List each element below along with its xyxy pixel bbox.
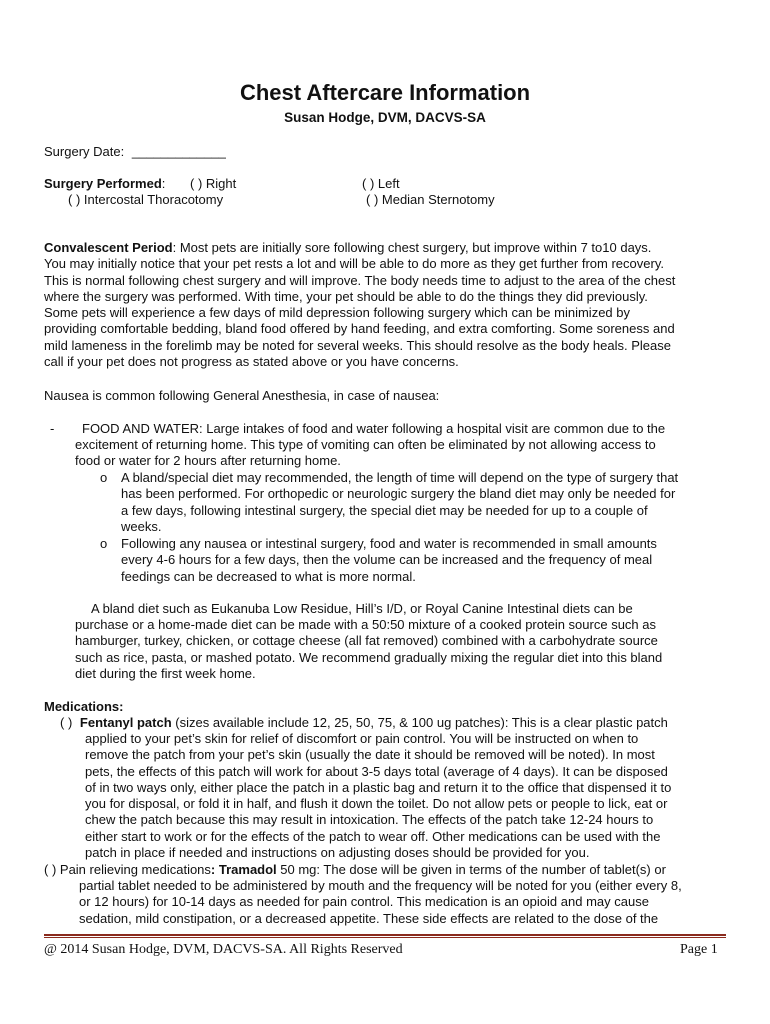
sub-bullet-line: weeks. [121,518,162,534]
nausea-intro: Nausea is common following General Anesthesia, in case of nausea: [44,388,440,403]
author-line: Susan Hodge, DVM, DACVS-SA [284,110,486,125]
bland-diet-first-line [91,601,633,617]
sub-bullet-line: feedings can be decreased to what is more normal. [121,568,416,584]
tramadol-line: partial tablet needed to be administered by mouth and the frequency will be noted for you (either every 8, [79,878,682,893]
convalescent-line: This is normal following chest surgery and will improve. The body needs time to adjust to the area of the chest [44,272,676,288]
convalescent-line: mild lameness in the forelimb may be noted for several weeks. This should resolve as the body heals. Please [44,337,671,353]
fentanyl-paragraph [85,731,671,861]
bland-diet-line: purchase or a home-made diet can be made with a 50:50 mixture of a cooked protein source such as [75,617,656,632]
surgery-performed-label: Surgery Performed [44,176,162,191]
convalescent-paragraph [44,240,675,370]
medications-heading: Medications: [44,699,124,714]
food-water-bullet [82,421,665,437]
surgery-date-blank: _____________ [131,144,226,159]
convalescent-line: Some pets will experience a few days of mild depression following surgery which can be minimized by [44,305,630,320]
bland-diet-line: such as rice, pasta, or mashed potato. We recommend gradually mixing the regular diet into this bland [75,649,663,665]
page-title: Chest Aftercare Information [239,80,531,105]
convalescent-line: You may initially notice that your pet rests a lot and will be able to do more as they get further from recovery. [44,256,664,272]
sub-bullet-line: A bland/special diet may recommended, the length of time will depend on the type of surgery that [121,470,679,485]
sub-bullet-line: Following any nausea or intestinal surgery, food and water is recommended in small amounts [121,536,657,551]
fentanyl-line: of in two ways only, either place the patch in a plastic bag and return it to the office that dispensed it to [85,779,672,795]
option-left: ( ) Left [362,176,400,191]
small-amounts-item [121,536,657,585]
sub-bullet-line: every 4-6 hours for a few days, then the volume can be increased and the frequency of meal [121,552,653,568]
fentanyl-line: remove the patch from your pet’s skin (usually the date it should be removed will be noted). In most [85,747,655,763]
fentanyl-line: chew the patch because this may result in intoxication. The effects of the patch take 12-24 hours to [85,812,654,828]
bland-diet-line: diet during the first week home. [75,665,256,681]
fentanyl-line: either start to work or for the effects of the patch to wear off. Other medications can be used with the [85,828,661,844]
tramadol-line: sedation, mild constipation, or a decreased appetite. These side effects are related to the dose of the [79,910,659,926]
surgery-date-label: Surgery Date: [44,144,125,159]
bland-diet-line: hamburger, turkey, chicken, or cottage cheese (all fat removed) combined with a carbohydrate source [75,633,658,649]
convalescent-label: Convalescent Period [44,240,173,255]
bland-diet-paragraph [75,617,662,682]
fentanyl-line: applied to your pet’s skin for relief of discomfort or pain control. You will be instructed on when to [85,731,639,746]
convalescent-line: providing comfortable bedding, bland food offered by hand feeding, and extra comforting. Some soreness and [44,321,675,337]
fentanyl-first-line: ( ) Fentanyl patch (sizes available include 12, 25, 50, 75, & 100 ug patches): This is a clear plastic patch [60,715,668,730]
bullet-line: food or water for 2 hours after returning home. [75,453,341,469]
option-intercostal-thoracotomy: ( ) Intercostal Thoracotomy [68,192,224,207]
footer-rule [44,934,726,936]
sub-bullet-marker: o [100,536,108,551]
convalescent-line: Convalescent Period: Most pets are initially sore following chest surgery, but improve within 7 to10 days. [44,240,652,255]
sub-bullet-line: has been performed. For orthopedic or neurologic surgery the bland diet may only be needed for [121,486,676,502]
tramadol-name: Tramadol [218,862,277,877]
pain-meds-checkbox: ( ) [44,862,57,877]
bullet-dash: - [50,421,55,436]
fentanyl-line: patch in place if needed and instructions on adjusting doses should be provided for you. [85,844,590,860]
footer-rule-thin [44,937,726,938]
footer-copyright: @ 2014 Susan Hodge, DVM, DACVS-SA. All Rights Reserved [44,942,403,957]
sub-bullet-line: a few days, following intestinal surgery, the special diet may be needed for up to a couple of [121,502,648,518]
bland-diet-line: A bland diet such as Eukanuba Low Residue, Hill’s I/D, or Royal Canine Intestinal diets can be [91,601,633,616]
bland-special-diet-item [121,470,678,535]
fentanyl-line: you for disposal, or fold it in half, and flush it down the toilet. Do not allow pets or people to lick, eat or [85,796,668,811]
tramadol-line: or 12 hours) for 10-14 days as needed for pain control. This medication is an opioid and may cause [79,894,649,910]
page-number: Page 1 [680,942,718,957]
sub-bullet-marker: o [100,470,108,485]
option-median-sternotomy: ( ) Median Sternotomy [366,192,495,207]
fentanyl-name: Fentanyl patch [79,715,172,730]
fentanyl-line: pets, the effects of this patch will work for about 3-5 days total (average of 4 days). It can be disposed [85,763,668,779]
convalescent-line: call if your pet does not progress as stated above or you have concerns. [44,353,459,369]
tramadol-paragraph [79,878,682,927]
convalescent-line: where the surgery was performed. With time, your pet should be able to do the things they did previously. [44,288,648,304]
surgery-date-row [44,144,226,160]
bullet-line: excitement of returning home. This type of vomiting can often be eliminated by not allowing access to [75,437,656,452]
bullet-line: FOOD AND WATER: Large intakes of food and water following a hospital visit are common due to the [82,421,666,436]
food-water-bullet-cont [75,437,656,470]
fentanyl-checkbox: ( ) [60,715,73,730]
surgery-performed-row: Surgery Performed: [44,176,166,191]
pain-meds-first-line: ( ) Pain relieving medications: Tramadol 50 mg: The dose will be given in terms of the number of tablet(s) or [44,862,666,877]
option-right: ( ) Right [190,176,237,191]
